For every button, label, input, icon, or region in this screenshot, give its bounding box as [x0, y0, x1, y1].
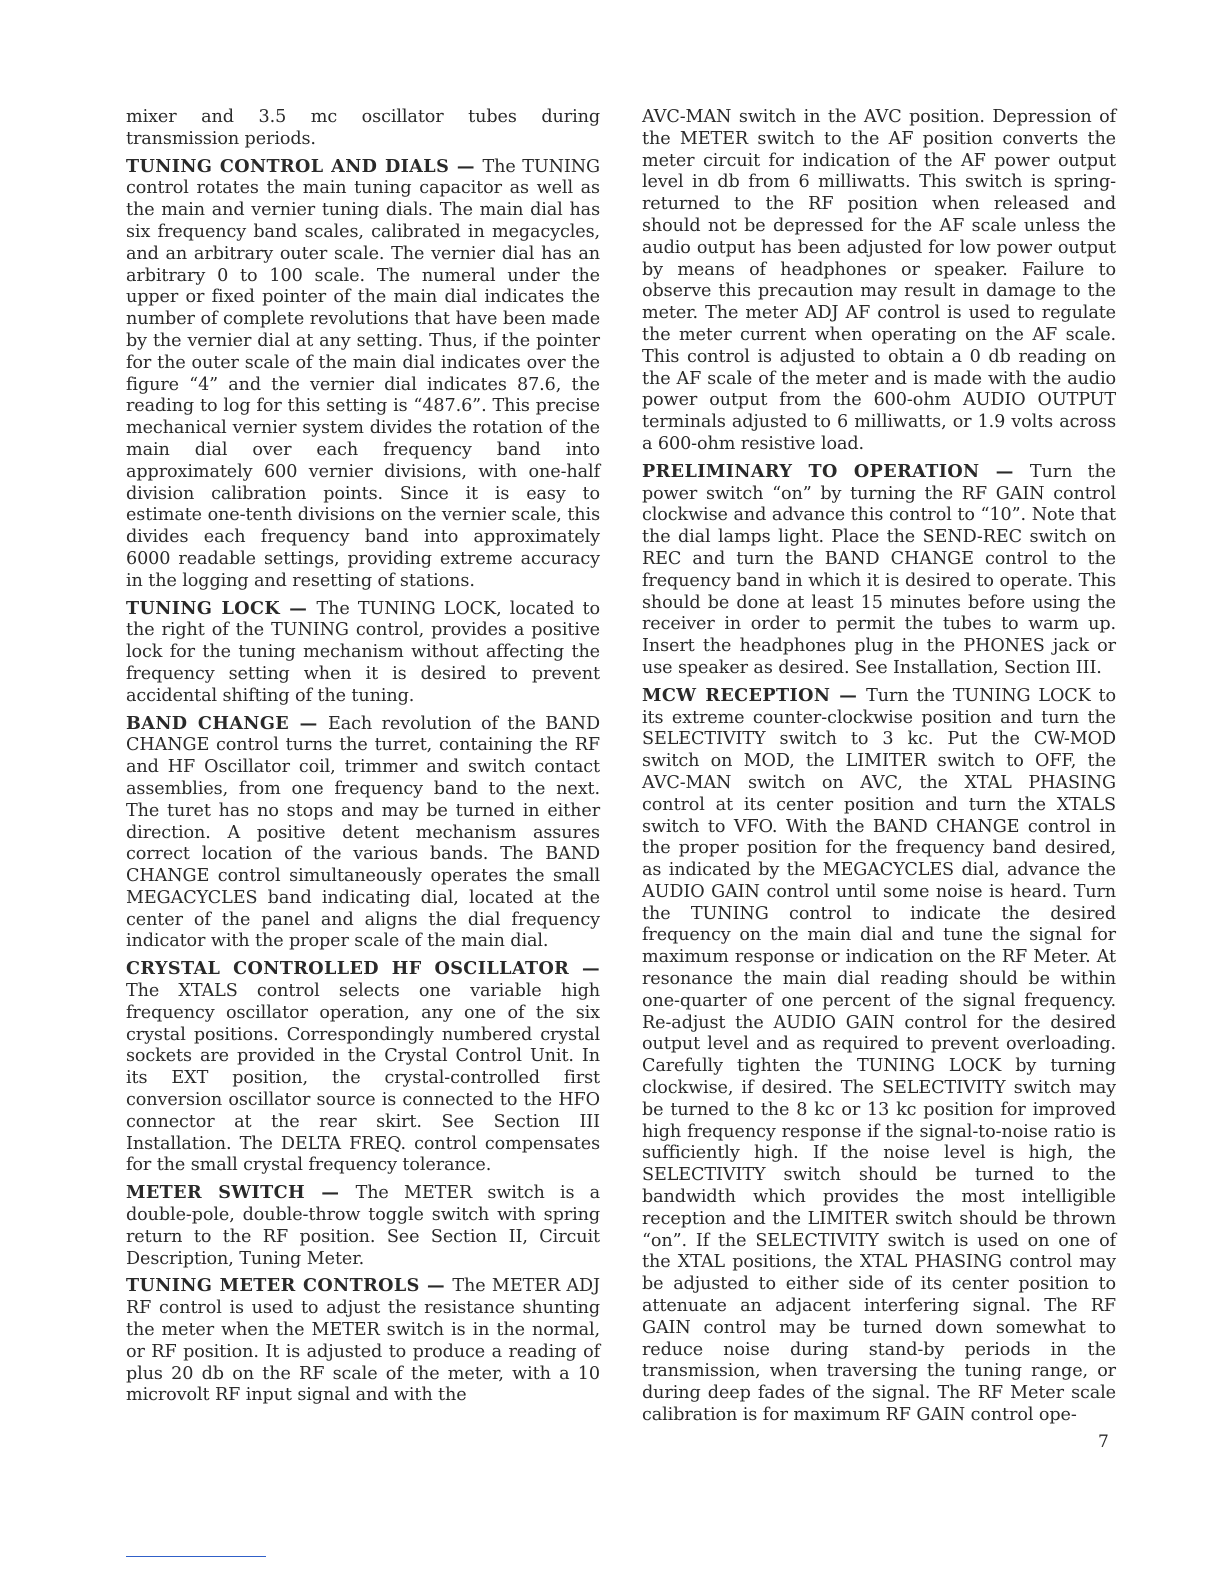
- paragraph-preliminary-to-operation: [642, 461, 1116, 680]
- paragraph-heading: TUNING METER CONTROLS —: [126, 1275, 453, 1297]
- paragraph-heading: TUNING LOCK —: [126, 597, 317, 619]
- paragraph-text: The XTALS control selects one variable high frequency oscillator operation, any one of the six crystal positions. Correspondingly numbered crystal sockets are provided in the Crystal Control Unit. In its EXT position, the crystal-controlled first conversion oscillator source is connected to the HFO connector at the rear skirt. See Section III Installation. The DELTA FREQ. control compensates for the small crystal frequency tolerance.: [126, 981, 600, 1176]
- paragraph-heading: BAND CHANGE —: [126, 712, 329, 734]
- paragraph-heading: CRYSTAL CONTROLLED HF OSCILLATOR —: [126, 958, 600, 980]
- paragraph-text: mixer and 3.5 mc oscillator tubes during transmission periods.: [126, 107, 600, 149]
- paragraph-continuation: [642, 106, 1116, 456]
- right-column: [642, 106, 1116, 1432]
- paragraph-tuning-control-and-dials: [126, 156, 600, 593]
- paragraph-heading: METER SWITCH —: [126, 1182, 356, 1204]
- paragraph-meter-switch: [126, 1182, 600, 1270]
- paragraph-text: Each revolution of the BAND CHANGE control turns the turret, containing the RF and HF Oscillator coil, trimmer and switch contact assemblies, from one frequency band to the next. The turet has no stops and may be turned in either direction. A positive detent mechanism assures correct location of the various bands. The BAND CHANGE control simultaneously operates the small MEGACYCLES band indicating dial, located at the center of the panel and aligns the dial frequency indicator with the proper scale of the main dial.: [126, 713, 600, 952]
- page-number: 7: [1098, 1432, 1109, 1452]
- paragraph-heading: PRELIMINARY TO OPERATION —: [642, 460, 1030, 482]
- paragraph-crystal-controlled-hf-oscillator: [126, 958, 600, 1177]
- paragraph-text: The TUNING control rotates the main tuning capacitor as well as the main and vernier tuning dials. The main dial has six frequency band scales, calibrated in megacycles, and an arbitrary outer scale. The vernier dial has an arbitrary 0 to 100 scale. The numeral under the upper or fixed pointer of the main dial indicates the number of complete revolutions that have been made by the vernier dial at any setting. Thus, if the pointer for the outer scale of the main dial indicates over the figure “4” and the vernier dial indicates 87.6, the reading to log for this setting is “487.6”. This precise mechanical vernier system divides the rotation of the main dial over each frequency band into approximately 600 vernier divisions, with one-half division calibration points. Since it is easy to estimate one-tenth divisions on the vernier scale, this divides each frequency band into approximately 6000 readable settings, providing extreme accuracy in the logging and resetting of stations.: [126, 156, 600, 591]
- paragraph-band-change: [126, 713, 600, 954]
- paragraph-text: The METER switch is a double-pole, double-throw toggle switch with spring return to the RF position. See Section II, Circuit Description, Tuning Meter.: [126, 1183, 601, 1269]
- paragraph-text: The METER ADJ RF control is used to adjust the resistance shunting the meter when the METER switch is in the normal, or RF position. It is adjusted to produce a reading of plus 20 db on the RF scale of the meter, with a 10 microvolt RF input signal and with the: [126, 1276, 600, 1406]
- paragraph-heading: MCW RECEPTION —: [642, 684, 867, 706]
- paragraph-text: Turn the TUNING LOCK to its extreme counter-clockwise position and turn the SELECTIVITY switch to 3 kc. Put the CW-MOD switch on MOD, the LIMITER switch to OFF, the AVC-MAN switch on AVC, the XTAL PHASING control at its center position and turn the XTALS switch to VFO. With the BAND CHANGE control in the proper position for the frequency band desired, as indicated by the MEGACYCLES dial, advance the AUDIO GAIN control until some noise is heard. Turn the TUNING control to indicate the desired frequency on the main dial and tune the signal for maximum response or indication on the RF Meter. At resonance the main dial reading should be within one-quarter of one percent of the signal frequency. Re-adjust the AUDIO GAIN control for the desired output level and as required to prevent overloading. Carefully tighten the TUNING LOCK by turning clockwise, if desired. The SELECTIVITY switch may be turned to the 8 kc or 13 kc position for improved high frequency response if the signal-to-noise ratio is sufficiently high. If the noise level is high, the SELECTIVITY switch should be turned to the bandwidth which provides the most intelligible reception and the LIMITER switch should be thrown “on”. If the SELECTIVITY switch is used on one of the XTAL positions, the XTAL PHASING control may be adjusted to either side of its center position to attenuate an adjacent interfering signal. The RF GAIN control may be turned down somewhat to reduce noise during stand-by periods in the transmission, when traversing the tuning range, or during deep fades of the signal. The RF Meter scale calibration is for maximum RF GAIN control ope-: [642, 685, 1116, 1426]
- paragraph-text: Turn the power switch “on” by turning the RF GAIN control clockwise and advance this control to “10”. Note that the dial lamps light. Place the SEND-REC switch on REC and turn the BAND CHANGE control to the frequency band in which it is desired to operate. This should be done at least 15 minutes before using the receiver in order to permit the tubes to warm up. Insert the headphones plug in the PHONES jack or use speaker as desired. See Installation, Section III.: [642, 461, 1116, 678]
- paragraph-mcw-reception: [642, 685, 1116, 1427]
- paragraph-continuation: [126, 106, 600, 151]
- paragraph-tuning-meter-controls: [126, 1275, 600, 1407]
- paragraph-text: AVC-MAN switch in the AVC position. Depression of the METER switch to the AF position converts the meter circuit for indication of the AF power output level in db from 6 milliwatts. This switch is spring-returned to the RF position when released and should not be depressed for the AF scale unless the audio output has been adjusted for low power output by means of headphones or speaker. Failure to observe this precaution may result in damage to the meter. The meter ADJ AF control is used to regulate the meter current when operating on the AF scale. This control is adjusted to obtain a 0 db reading on the AF scale of the meter and is made with the audio power output from the 600-ohm AUDIO OUTPUT terminals adjusted to 6 milliwatts, or 1.9 volts across a 600-ohm resistive load.: [642, 107, 1116, 454]
- paragraph-heading: TUNING CONTROL AND DIALS —: [126, 155, 483, 177]
- paragraph-tuning-lock: [126, 598, 600, 708]
- left-column: [126, 106, 600, 1412]
- paragraph-text: The TUNING LOCK, located to the right of the TUNING control, provides a positive lock for the tuning mechanism without affecting the frequency setting when it is desired to prevent accidental shifting of the tuning.: [126, 598, 601, 706]
- footer-rule: [126, 1556, 266, 1557]
